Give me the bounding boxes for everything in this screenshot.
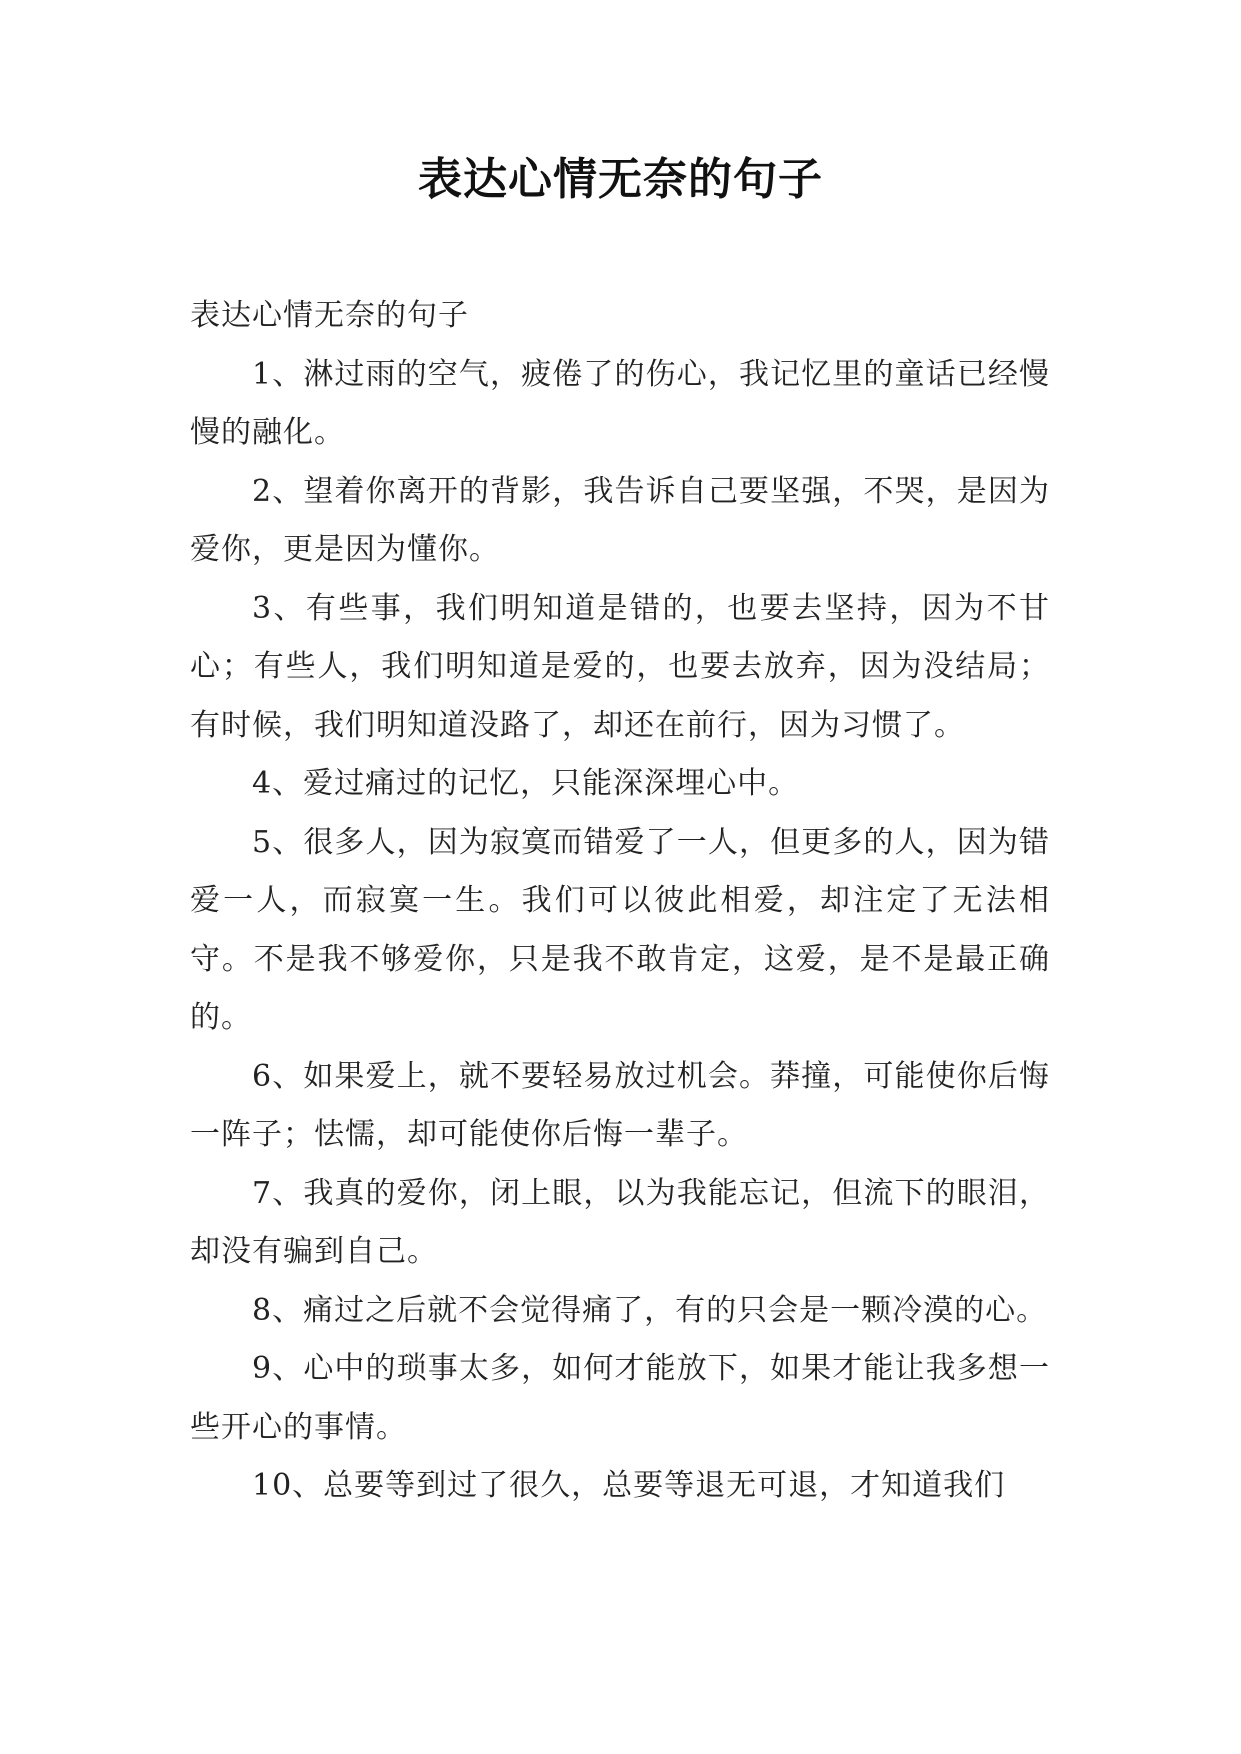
paragraph-6: 6、如果爱上，就不要轻易放过机会。莽撞，可能使你后悔一阵子；怯懦，却可能使你后悔一辈子。	[190, 1058, 1050, 1152]
paragraph-2: 2、望着你离开的背影，我告诉自己要坚强，不哭，是因为爱你，更是因为懂你。	[190, 473, 1050, 567]
paragraph-3: 3、有些事，我们明知道是错的，也要去坚持，因为不甘心；有些人，我们明知道是爱的，也要去放弃，因为没结局；有时候，我们明知道没路了，却还在前行，因为习惯了。	[190, 590, 1050, 743]
paragraph-8: 8、痛过之后就不会觉得痛了，有的只会是一颗冷漠的心。	[252, 1292, 1048, 1328]
document-subtitle: 表达心情无奈的句子	[190, 298, 469, 333]
paragraph-1: 1、淋过雨的空气，疲倦了的伤心，我记忆里的童话已经慢慢的融化。	[190, 356, 1050, 450]
document-title: 表达心情无奈的句子	[418, 154, 823, 205]
document-body	[190, 287, 1050, 1516]
paragraph-4: 4、爱过痛过的记忆，只能深深埋心中。	[252, 766, 800, 801]
paragraph-7: 7、我真的爱你，闭上眼，以为我能忘记，但流下的眼泪，却没有骗到自己。	[190, 1175, 1050, 1269]
paragraph-9: 9、心中的琐事太多，如何才能放下，如果才能让我多想一些开心的事情。	[190, 1351, 1050, 1445]
paragraph-10: 10、总要等到过了很久，总要等退无可退，才知道我们	[252, 1468, 1006, 1503]
paragraph-5: 5、很多人，因为寂寞而错爱了一人，但更多的人，因为错爱一人，而寂寞一生。我们可以彼此相爱，却注定了无法相守。不是我不够爱你，只是我不敢肯定，这爱，是不是最正确的。	[190, 824, 1050, 1035]
